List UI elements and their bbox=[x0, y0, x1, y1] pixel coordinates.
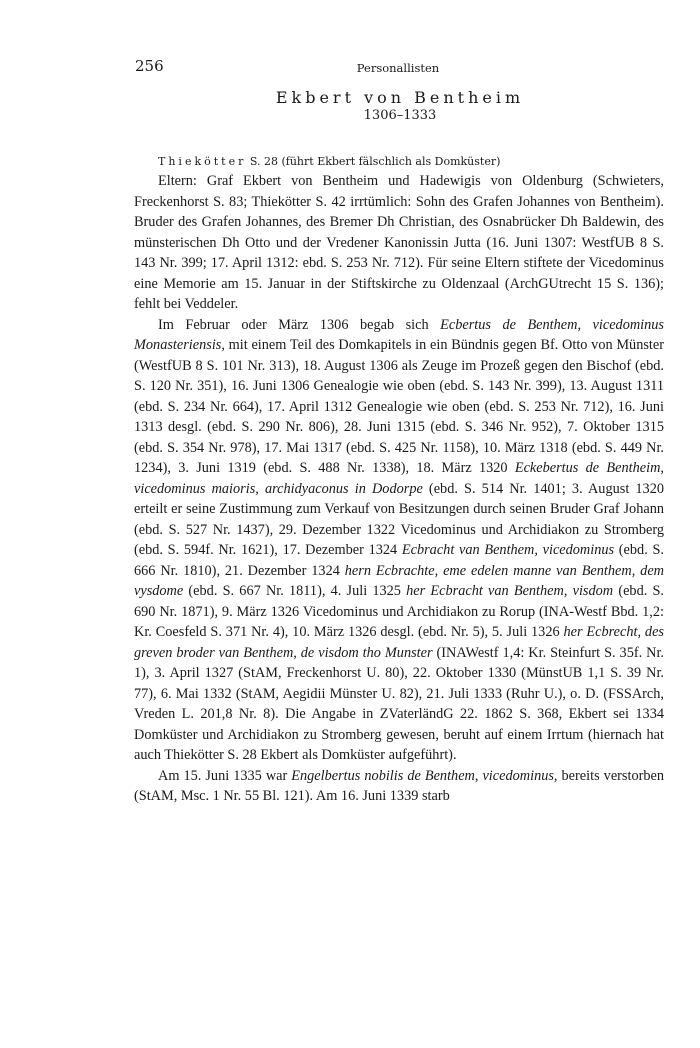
body-paragraph bbox=[134, 315, 664, 766]
entry-body bbox=[134, 171, 664, 807]
italic-quote: her Ecbrecht, des greven broder van Benthem, de visdom tho Munster bbox=[134, 624, 664, 661]
text-run: Am 15. Juni 1335 war bbox=[158, 767, 292, 784]
text-run: (ebd. S. 690 Nr. 1871), 9. März 1326 Vicedominus und Archidiakon zu Rorup (INA-Westf Bbd. 1,2: Kr. Coesfeld S. 371 Nr. 4), 10. März 1326 desgl. (ebd. Nr. 5), 5. Juli 1326 bbox=[134, 583, 665, 640]
italic-quote: hern Ecbrachte, eme edelen manne van Benthem, dem vysdome bbox=[134, 562, 664, 599]
text-run: (ebd. S. 666 Nr. 1810), 21. Dezember 1324 bbox=[134, 542, 664, 579]
text-run: (INAWestf 1,4: Kr. Steinfurt S. 35f. Nr. 1), 3. April 1327 (StAM, Freckenhorst U. 80), 22. Oktober 1330 (MünstUB 1,1 S. 39 Nr. 77), 6. Mai 1332 (StAM, Aegidii Münster U. 82), 21. Juli 1333 (Ruhr U.), o. D. (FSSArch, Vreden L. 201,8 Nr. 8). Die Angabe in ZVaterländG 22. 1862 S. 368, Ekbert sei 1334 Domküster und Archidiakon zu Stromberg gewesen, beruht auf einem Irrtum (hiernach hat auch Thiekötter S. 28 Ekbert als Domküster aufgeführt). bbox=[134, 644, 664, 763]
italic-quote: Ecbertus de Benthem, vicedominus Monasteriensis, bbox=[134, 316, 664, 353]
text-run: (ebd. S. 514 Nr. 1401; 3. August 1320 erteilt er seine Zustimmung zum Verkauf von Besitzungen durch seinen Bruder Graf Johann (ebd. S. 527 Nr. 1437), 29. Dezember 1322 Vicedominus und Archidiakon zu Stromberg (ebd. S. 594f. Nr. 1621), 17. Dezember 1324 bbox=[134, 480, 664, 558]
text-run: (ebd. S. 667 Nr. 1811), 4. Juli 1325 bbox=[183, 583, 407, 599]
text-run: Im Februar oder März 1306 begab sich bbox=[158, 316, 441, 333]
running-title: Personallisten bbox=[356, 61, 440, 75]
source-note bbox=[158, 155, 500, 168]
page-number: 256 bbox=[135, 57, 164, 75]
italic-quote: Engelbertus nobilis de Benthem, vicedominus, bbox=[291, 767, 558, 784]
source-text: S. 28 (führt Ekbert fälschlich als Domküster) bbox=[246, 155, 501, 168]
entry-title: Ekbert von Bentheim bbox=[275, 88, 525, 107]
text-run: mit einem Teil des Domkapitels in ein Bündnis gegen Bf. Otto von Münster (WestfUB 8 S. 101 Nr. 313), 18. August 1306 als Zeuge im Prozeß gegen den Bischof (ebd. S. 120 Nr. 351), 16. Juni 1306 Genealogie wie oben (ebd. S. 143 Nr. 399), 13. August 1311 (ebd. S. 234 Nr. 664), 17. April 1312 Genealogie wie oben (ebd. S. 253 Nr. 712), 16. Juni 1313 desgl. (ebd. S. 290 Nr. 806), 28. Juni 1315 (ebd. S. 346 Nr. 952), 7. Oktober 1315 (ebd. S. 354 Nr. 978), 17. Mai 1317 (ebd. S. 425 Nr. 1158), 10. März 1318 (ebd. S. 449 Nr. 1234), 3. Juni 1319 (ebd. S. 488 Nr. 1338), 18. März 1320 bbox=[134, 337, 664, 476]
entry-years: 1306–1333 bbox=[363, 108, 437, 123]
italic-quote: Ecbracht van Benthem, vicedominus bbox=[401, 542, 615, 558]
italic-quote: her Ecbracht van Benthem, visdom bbox=[406, 583, 614, 599]
text-run: bereits verstorben (StAM, Msc. 1 Nr. 55 Bl. 121). Am 16. Juni 1339 starb bbox=[134, 767, 665, 804]
body-paragraph bbox=[134, 766, 664, 807]
source-author: Thiekötter bbox=[158, 155, 247, 168]
body-paragraph bbox=[134, 171, 664, 315]
italic-quote: Eckebertus de Bentheim, vicedominus maioris, archidyaconus in Dodorpe bbox=[134, 460, 664, 497]
text-run: Eltern: Graf Ekbert von Bentheim und Hadewigis von Oldenburg (Schwieters, Freckenhorst S. 83; Thiekötter S. 42 irrtümlich: Sohn des Grafen Johannes von Bentheim). Bruder des Grafen Johannes, des Bremer Dh Christian, des Osnabrücker Dh Baldewin, des münsterischen Dh Otto und der Vredener Kanonissin Jutta (16. Juni 1307: WestfUB 8 S. 143 Nr. 399; 17. April 1312: ebd. S. 253 Nr. 712). Für seine Eltern stiftete der Vicedominus eine Memorie am 15. Januar in der Stiftskirche zu Oldenzaal (ArchGUtrecht 15 S. 136); fehlt bei Veddeler. bbox=[134, 173, 664, 312]
